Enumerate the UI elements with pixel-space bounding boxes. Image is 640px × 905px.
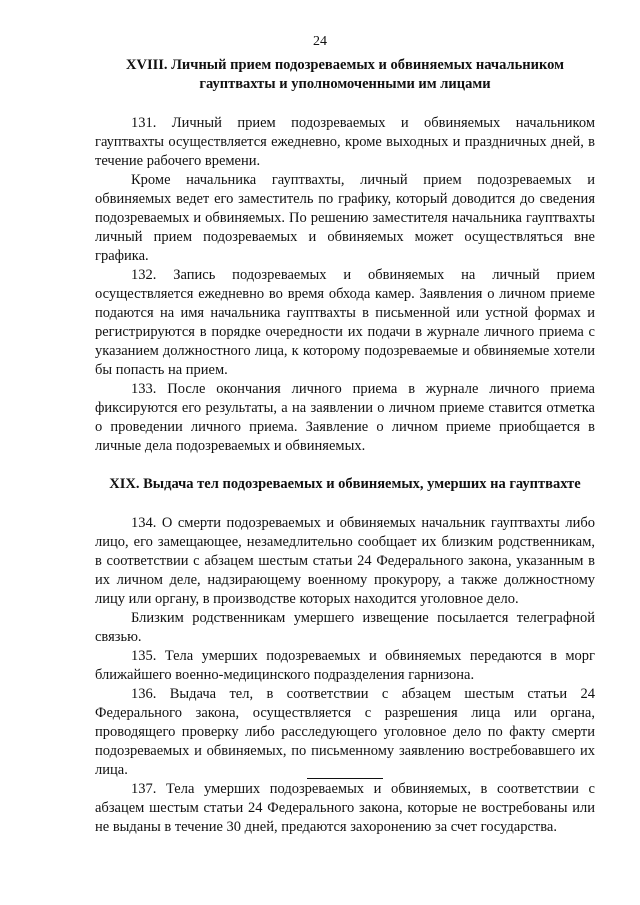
document-body bbox=[95, 56, 595, 837]
section-19-title-line-1: XIX. Выдача тел подозреваемых и обвиняемых, умерших на гауптвахте bbox=[109, 476, 581, 492]
paragraph-135: 135. Тела умерших подозреваемых и обвиняемых передаются в морг ближайшего военно-медицинского подразделения гарнизона. bbox=[95, 648, 595, 683]
section-19-title bbox=[95, 475, 595, 494]
paragraph-137: 137. Тела умерших подозреваемых и обвиняемых, в соответствии с абзацем шестым статьи 24 Федерального закона, которые не востребованы или не выданы в течение 30 дней, предаются захоронению за счет государства. bbox=[95, 781, 595, 835]
section-18-title-line-1: XVIII. Личный прием подозреваемых и обвиняемых начальником bbox=[126, 57, 564, 73]
paragraph-131: 131. Личный прием подозреваемых и обвиняемых начальником гауптвахты осуществляется ежедневно, кроме выходных и праздничных дней, в течение рабочего времени. bbox=[95, 115, 595, 169]
paragraph-133: 133. После окончания личного приема в журнале личного приема фиксируются его результаты, а на заявлении о личном приеме ставится отметка о проведении личного приема. Заявление о личном приеме приобщается в личные дела подозреваемых и обвиняемых. bbox=[95, 381, 595, 454]
paragraph-134: 134. О смерти подозреваемых и обвиняемых начальник гауптвахты либо лицо, его замещающее, незамедлительно сообщает их близким родственникам, в соответствии с абзацем шестым статьи 24 Федерального закона, указанным в их личном деле, надзирающему военному прокурору, а также должностному лицу или органу, в производстве которых находится уголовное дело. bbox=[95, 515, 595, 607]
section-18-title bbox=[95, 56, 595, 94]
paragraph-134-continued: Близким родственникам умершего извещение посылается телеграфной связью. bbox=[95, 610, 595, 645]
paragraph-131-continued: Кроме начальника гауптвахты, личный прием подозреваемых и обвиняемых ведет его заместитель по графику, который доводится до сведения подозреваемых и обвиняемых. По решению заместителя начальника гауптвахты личный прием подозреваемых и обвиняемых может осуществляться вне графика. bbox=[95, 172, 595, 264]
paragraph-136: 136. Выдача тел, в соответствии с абзацем шестым статьи 24 Федерального закона, осуществляется с разрешения лица или органа, проводящего проверку либо расследующего уголовное дело по факту смерти подозреваемых и обвиняемых, по письменному заявлению востребовавшего их лица. bbox=[95, 686, 595, 778]
section-18 bbox=[95, 56, 595, 456]
page-number: 24 bbox=[313, 34, 327, 49]
end-divider-line bbox=[307, 778, 383, 779]
paragraph-132: 132. Запись подозреваемых и обвиняемых на личный прием осуществляется ежедневно во время обхода камер. Заявления о личном приеме подаются на имя начальника гауптвахты в письменной или устной формах и регистрируются в порядке очередности их подачи в журнале личного приема с указанием должностного лица, к которому подозреваемые и обвиняемые хотели бы попасть на прием. bbox=[95, 267, 595, 378]
section-19 bbox=[95, 475, 595, 837]
section-18-title-line-2: гауптвахты и уполномоченными им лицами bbox=[199, 76, 491, 92]
